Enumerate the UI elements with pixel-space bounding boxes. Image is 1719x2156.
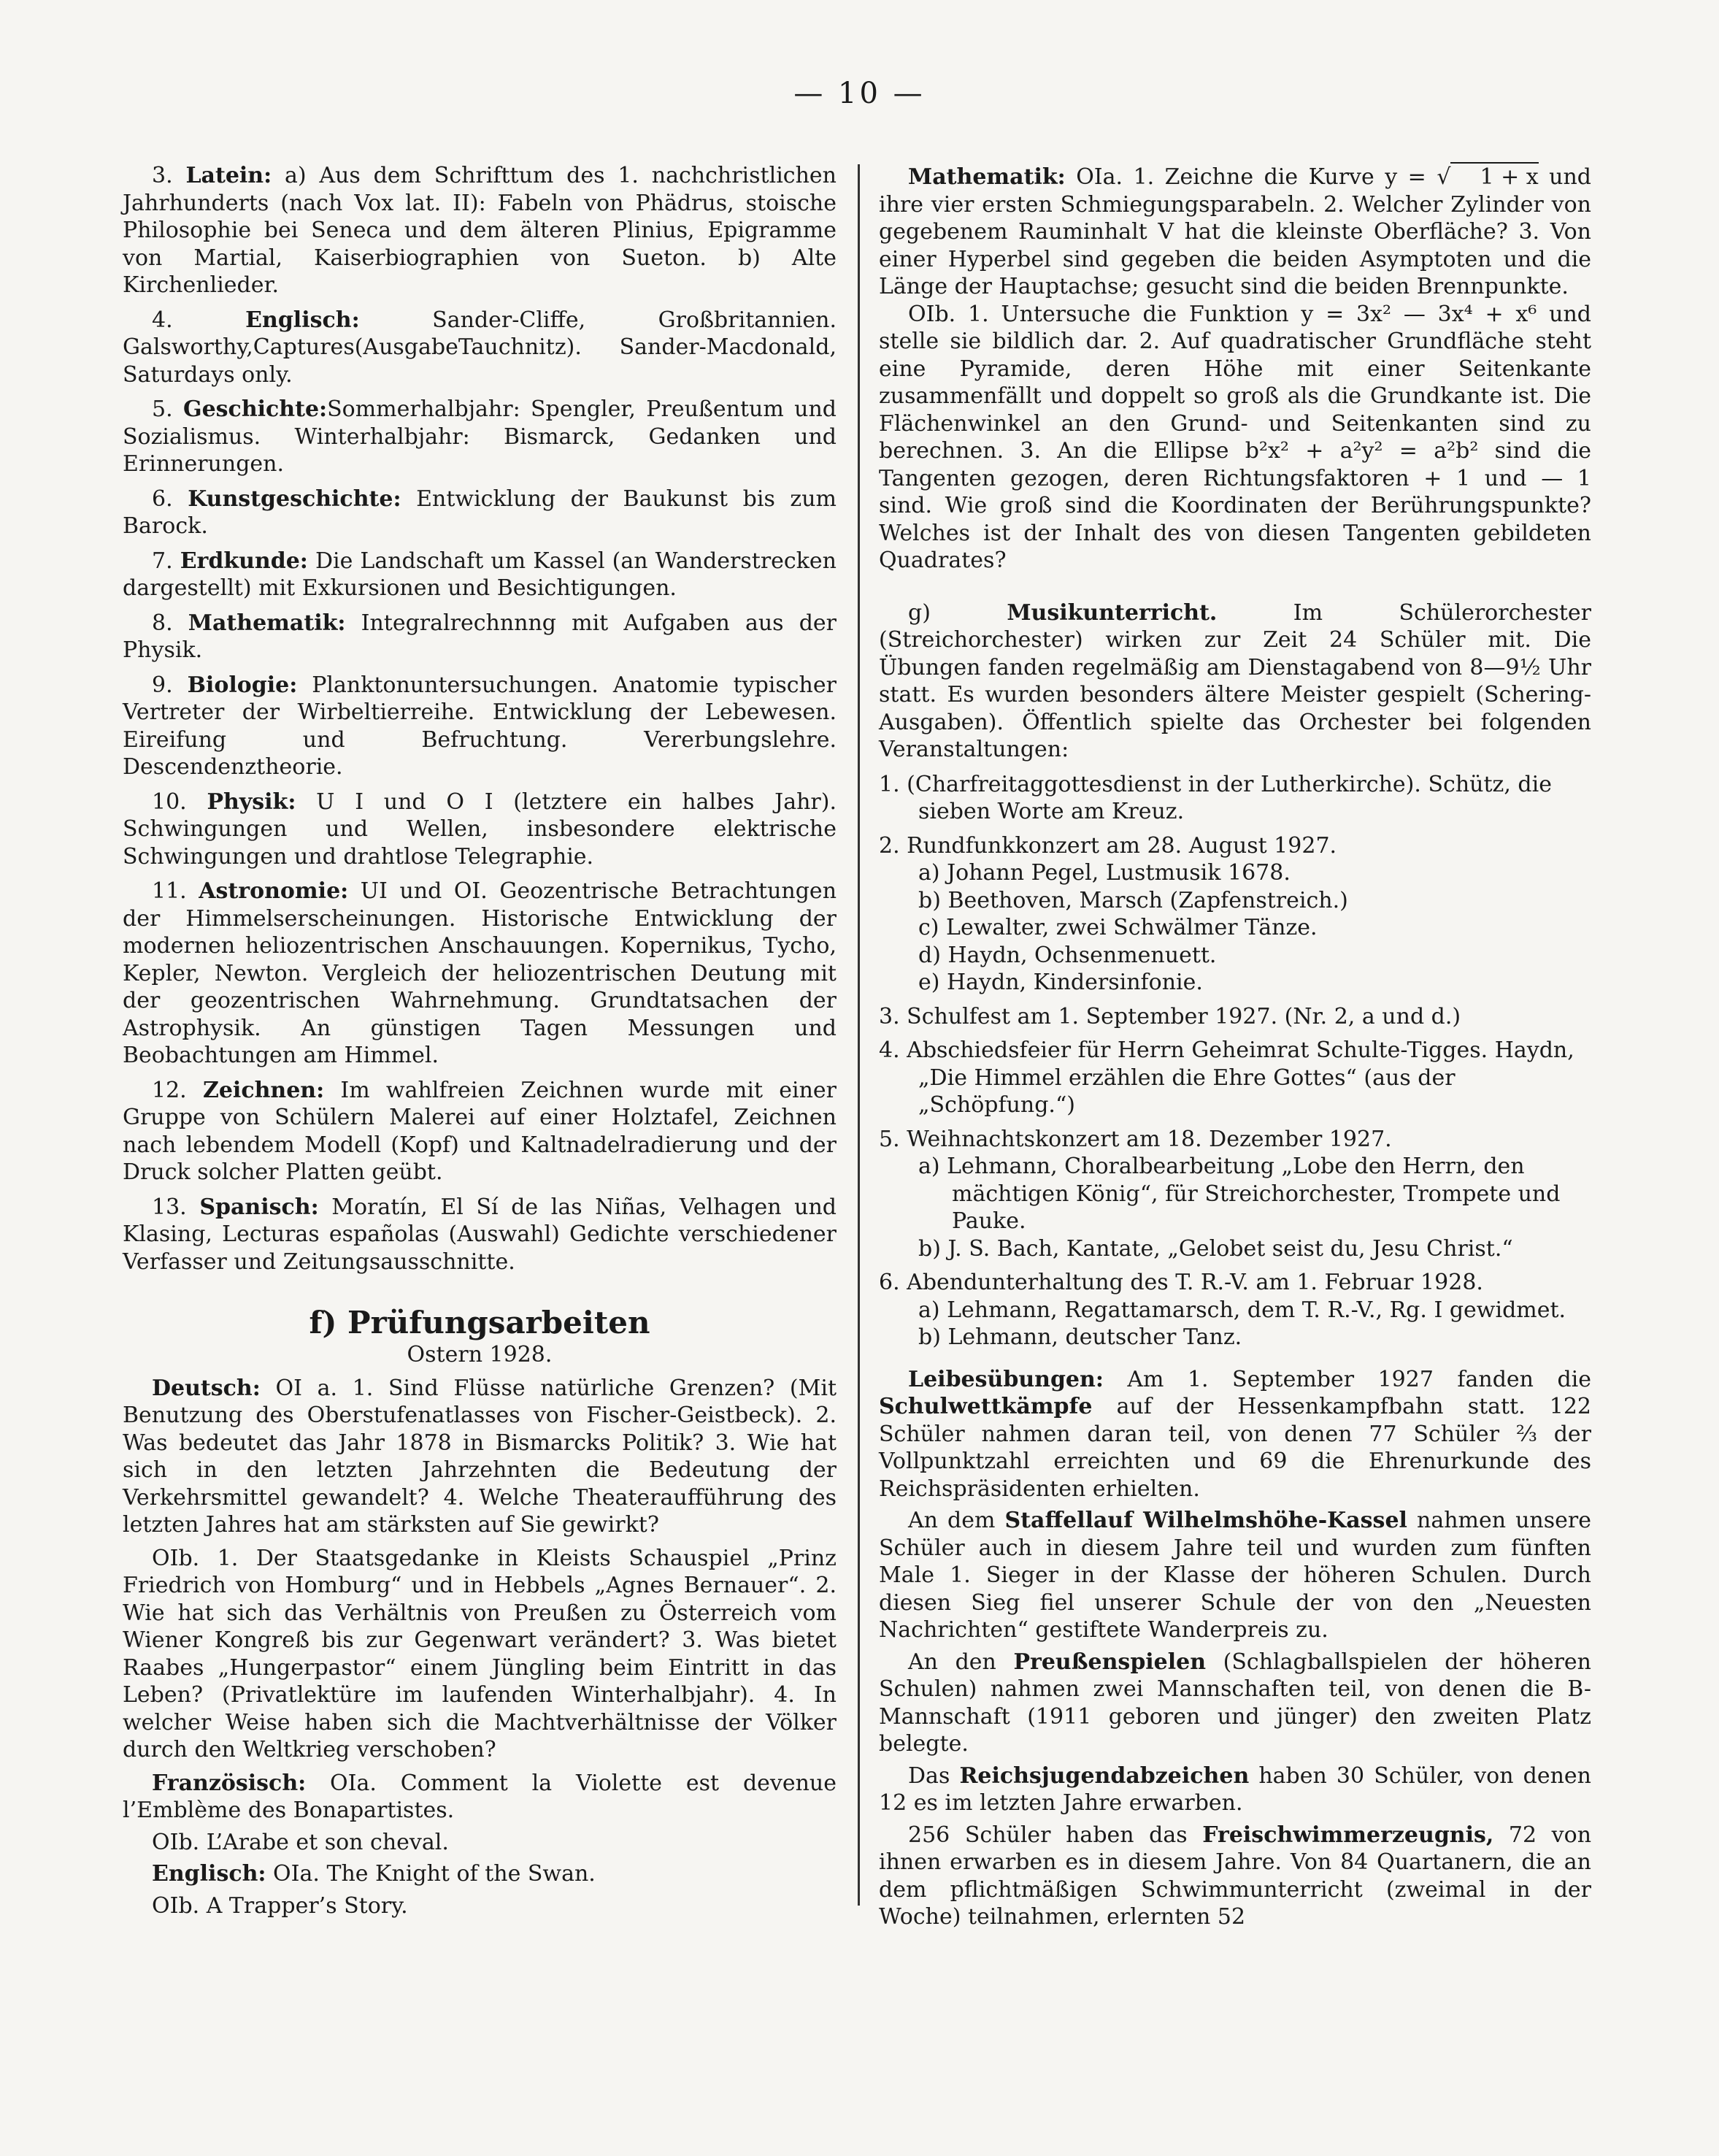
exam-math-oib: OIb. 1. Untersuche die Funktion y = 3x² — 3x⁴ + x⁶ und stelle sie bildlich dar. 2. Auf quadratischer Grundfläche steht eine Pyramide, deren Höhe mit einer Seitenkante zusammenfällt und doppelt so groß als die Grundkante ist. Die Flächenwinkel an den Grund- und Seitenkanten sind zu berechnen. 3. An die Ellipse b²x² + a²y² = a²b² sind die Tangenten gezogen, deren Richtungsfaktoren + 1 und — 1 sind. Wie groß sind die Koordinaten der Berührungspunkte? Welches ist der Inhalt des von diesen Tangenten gebildeten Quadrates?	[879, 301, 1591, 573]
exam-french-oia: Französisch: OIa. Comment la Violette est devenue l’Emblème des Bonapartistes.	[123, 1770, 837, 1823]
subject-mathematics: 8. Mathematik: Integralrechnnng mit Aufgaben aus der Physik.	[123, 610, 837, 663]
event-item: 1. (Charfreitaggottesdienst in der Lutherkirche). Schütz, die sieben Worte am Kreuz.	[879, 771, 1552, 824]
sport-paragraph: An dem Staffellauf Wilhelmshöhe-Kassel nahmen unsere Schüler auch in diesem Jahre teil und wurden zum fünften Male 1. Sieger in der Klasse der höheren Schulen. Durch diesen Sieg fiel unserer Schule der von den „Neuesten Nachrichten“ gestiftete Wanderpreis zu.	[879, 1508, 1591, 1643]
event-item: 4. Abschiedsfeier für Herrn Geheimrat Schulte-Tigges. Haydn, „Die Himmel erzählen die Ehre Gottes“ (aus der „Schöpfung.“)	[879, 1037, 1574, 1118]
event-subitem: b) Lehmann, deutscher Tanz.	[918, 1324, 1242, 1350]
right-column	[879, 162, 1591, 1936]
sport-paragraph: An den Preußenspielen (Schlagballspielen der höheren Schulen) nahmen zwei Mannschaften teil, von denen die B-Mannschaft (1911 geboren und jünger) den zweiten Platz belegte.	[879, 1649, 1591, 1757]
subject-history: 5. Geschichte:Sommerhalbjahr: Spengler, Preußentum und Sozialismus. Winterhalbjahr: Bismarck, Gedanken und Erinnerungen.	[123, 396, 837, 477]
page-number: — 10 —	[793, 77, 926, 110]
column-divider	[858, 164, 860, 1906]
left-column	[123, 162, 837, 1924]
event-item: 5. Weihnachtskonzert am 18. Dezember 1927.	[879, 1126, 1392, 1152]
exam-english-oib: OIb. A Trapper’s Story.	[152, 1892, 408, 1919]
event-subitem: a) Lehmann, Choralbearbeitung „Lobe den Herrn, den mächtigen König“, für Streichorchester, Trompete und Pauke.	[918, 1154, 1561, 1234]
event-item: 3. Schulfest am 1. September 1927. (Nr. 2, a und d.)	[879, 1003, 1461, 1029]
sport-paragraph: Das Reichsjugendabzeichen haben 30 Schüler, von denen 12 es im letzten Jahre erwarben.	[879, 1762, 1592, 1816]
event-subitem: d) Haydn, Ochsenmenuett.	[918, 942, 1217, 968]
subject-drawing: 12. Zeichnen: Im wahlfreien Zeichnen wurde mit einer Gruppe von Schülern Malerei auf einer Holztafel, Zeichnen nach lebendem Modell (Kopf) und Kaltnadelradierung und der Druck solcher Platten geübt.	[123, 1077, 837, 1185]
event-item: 6. Abendunterhaltung des T. R.-V. am 1. Februar 1928.	[879, 1270, 1483, 1295]
sport-paragraph: Leibesübungen: Am 1. September 1927 fanden die Schulwettkämpfe auf der Hessenkampfbahn statt. 122 Schüler nahmen daran teil, von denen 77 Schüler ⅔ der Vollpunktzahl erreichten und 69 die Ehrenurkunde des Reichspräsidenten erhielten.	[879, 1366, 1591, 1502]
exam-math-oia: Mathematik: OIa. 1. Zeichne die Kurve y = √ 1 + x und ihre vier ersten Schmiegungsparabeln. 2. Welcher Zylinder von gegebenem Rauminhalt V hat die kleinste Oberfläche? 3. Von einer Hyperbel sind gegeben die beiden Asymptoten und die Länge der Hauptachse; gesucht sind die beiden Brennpunkte.	[879, 162, 1591, 301]
square-root-expression: 1 + x	[1450, 162, 1538, 191]
section-subheading-date: Ostern 1928.	[407, 1342, 553, 1367]
event-subitem: b) J. S. Bach, Kantate, „Gelobet seist du, Jesu Christ.“	[918, 1235, 1513, 1262]
event-subitem: c) Lewalter, zwei Schwälmer Tänze.	[918, 915, 1318, 940]
subject-physics: 10. Physik: U I und O I (letztere ein halbes Jahr). Schwingungen und Wellen, insbesondere elektrische Schwingungen und drahtlose Telegraphie.	[123, 789, 837, 870]
event-subitem: a) Lehmann, Regattamarsch, dem T. R.-V., Rg. I gewidmet.	[918, 1297, 1566, 1323]
exam-german-oib: OIb. 1. Der Staatsgedanke in Kleists Schauspiel „Prinz Friedrich von Homburg“ und in Hebbels „Agnes Bernauer“. 2. Wie hat sich das Verhältnis von Preußen zu Österreich vom Wiener Kongreß bis zur Gegenwart verändert? 3. Was bietet Raabes „Hungerpastor“ einem Jüngling beim Eintritt in das Leben? (Privatlektüre im laufenden Winterhalbjahr). 4. In welcher Weise haben sich die Machtverhältnisse der Völker durch den Weltkrieg verschoben?	[123, 1545, 837, 1762]
event-subitem: e) Haydn, Kindersinfonie.	[918, 970, 1203, 995]
music-section: g) Musikunterricht. Im Schülerorchester (Streichorchester) wirken zur Zeit 24 Schüler mit. Die Übungen fanden regelmäßig am Dienstagabend von 8—9½ Uhr statt. Es wurden besonders ältere Meister gespielt (Schering-Ausgaben). Öffentlich spielte das Orchester bei folgenden Veranstaltungen:	[879, 599, 1591, 762]
subject-spanish: 13. Spanisch: Moratín, El Sí de las Niñas, Velhagen und Klasing, Lecturas españolas (Auswahl) Gedichte verschiedener Verfasser und Zeitungsausschnitte.	[123, 1194, 837, 1275]
event-subitem: b) Beethoven, Marsch (Zapfenstreich.)	[918, 887, 1348, 913]
exam-french-oib: OIb. L’Arabe et son cheval.	[152, 1829, 449, 1855]
subject-art-history: 6. Kunstgeschichte: Entwicklung der Baukunst bis zum Barock.	[123, 486, 837, 539]
section-heading-exams: f) Prüfungsarbeiten	[309, 1305, 650, 1340]
exam-english-oia: Englisch: OIa. The Knight of the Swan.	[152, 1861, 596, 1887]
exam-german-oia: Deutsch: OI a. 1. Sind Flüsse natürliche Grenzen? (Mit Benutzung des Oberstufenatlasses von Fischer-Geistbeck). 2. Was bedeutet das Jahr 1878 in Bismarcks Politik? 3. Wie hat sich in den letzten Jahrzehnten die Bedeutung der Verkehrsmittel gewandelt? 4. Welche Theateraufführung des letzten Jahres hat am stärksten auf Sie gewirkt?	[123, 1375, 837, 1538]
sport-paragraph: 256 Schüler haben das Freischwimmerzeugnis, 72 von ihnen erwarben es in diesem Jahre. Von 84 Quartanern, die an dem pflichtmäßigen Schwimmunterricht (zweimal in der Woche) teilnahmen, erlernten 52	[879, 1822, 1592, 1930]
subject-english: 4. Englisch: Sander-Cliffe, Großbritannien. Galsworthy,Captures(AusgabeTauchnitz). Sander-Macdonald, Saturdays only.	[123, 307, 837, 388]
subject-astronomy: 11. Astronomie: UI und OI. Geozentrische Betrachtungen der Himmelserscheinungen. Historische Entwicklung der modernen heliozentrischen Anschauungen. Kopernikus, Tycho, Kepler, Newton. Vergleich der heliozentrischen Deutung mit der geozentrischen Wahrnehmung. Grundtatsachen der Astrophysik. An günstigen Tagen Messungen und Beobachtungen am Himmel.	[123, 878, 837, 1068]
event-item: 2. Rundfunkkonzert am 28. August 1927.	[879, 832, 1337, 859]
subject-geography: 7. Erdkunde: Die Landschaft um Kassel (an Wanderstrecken dargestellt) mit Exkursionen und Besichtigungen.	[123, 548, 837, 601]
event-subitem: a) Johann Pegel, Lustmusik 1678.	[918, 860, 1291, 886]
subject-biology: 9. Biologie: Planktonuntersuchungen. Anatomie typischer Vertreter der Wirbeltierreihe. Entwicklung der Lebewesen. Eireifung und Befruchtung. Vererbungslehre. Descendenztheorie.	[123, 672, 837, 780]
event-list	[879, 771, 1591, 1351]
subject-latin: 3. Latein: a) Aus dem Schrifttum des 1. nachchristlichen Jahrhunderts (nach Vox lat. II): Fabeln von Phädrus, stoische Philosophie bei Seneca und dem älteren Plinius, Epigramme von Martial, Kaiserbiographien von Sueton. b) Alte Kirchenlieder.	[123, 163, 837, 298]
